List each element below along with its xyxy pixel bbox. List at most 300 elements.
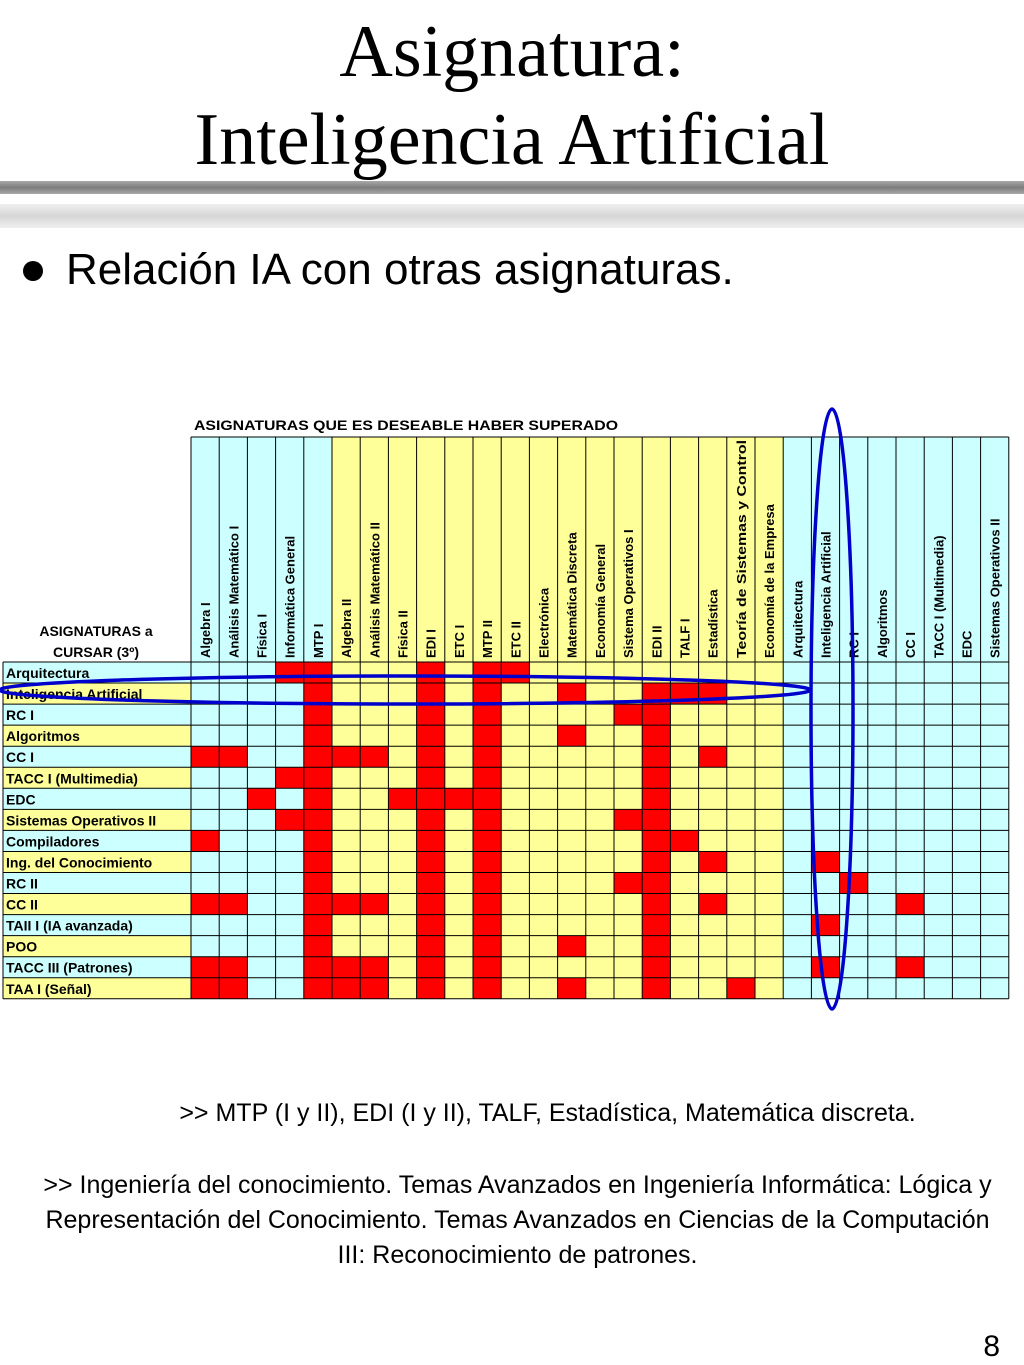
grid-cell <box>727 746 755 767</box>
grid-cell <box>276 936 304 957</box>
prerequisite-cell <box>417 725 445 746</box>
grid-cell <box>811 809 839 830</box>
grid-cell <box>332 725 360 746</box>
column-label: CC I <box>903 632 919 658</box>
grid-cell <box>360 915 388 936</box>
grid-cell <box>924 662 952 683</box>
grid-cell <box>727 851 755 872</box>
prerequisite-cell <box>304 894 332 915</box>
grid-cell <box>670 957 698 978</box>
grid-cell <box>783 788 811 809</box>
grid-cell <box>558 662 586 683</box>
grid-cell <box>896 725 924 746</box>
grid-cell <box>445 662 473 683</box>
grid-cell <box>529 978 557 999</box>
grid-cell <box>868 894 896 915</box>
grid-cell <box>332 662 360 683</box>
grid-cell <box>247 873 275 894</box>
grid-cell <box>219 873 247 894</box>
row-label: Compiladores <box>6 833 100 850</box>
prerequisite-cell <box>896 957 924 978</box>
grid-cell <box>445 809 473 830</box>
grid-cell <box>924 788 952 809</box>
grid-cell <box>755 894 783 915</box>
grid-cell <box>614 725 642 746</box>
grid-cell <box>670 936 698 957</box>
prerequisite-cell <box>388 788 416 809</box>
grid-cell <box>247 894 275 915</box>
grid-cell <box>501 957 529 978</box>
grid-cell <box>924 683 952 704</box>
column-label: Electrónica <box>536 587 552 658</box>
grid-cell <box>586 704 614 725</box>
grid-cell <box>727 873 755 894</box>
grid-cell <box>388 767 416 788</box>
grid-cell <box>360 683 388 704</box>
grid-cell <box>727 662 755 683</box>
grid-cell <box>811 662 839 683</box>
grid-cell <box>445 830 473 851</box>
grid-cell <box>727 830 755 851</box>
prerequisite-cell <box>417 915 445 936</box>
bullet-text: Relación IA con otras asignaturas. <box>66 245 734 294</box>
grid-cell <box>191 767 219 788</box>
grid-cell <box>952 683 980 704</box>
grid-cell <box>727 936 755 957</box>
prerequisite-cell <box>614 809 642 830</box>
grid-cell <box>952 915 980 936</box>
grid-cell <box>783 894 811 915</box>
column-label: Economía General <box>592 543 608 658</box>
grid-cell <box>868 788 896 809</box>
prerequisite-cell <box>473 851 501 872</box>
grid-cell <box>445 746 473 767</box>
grid-cell <box>981 788 1009 809</box>
prerequisite-cell <box>670 830 698 851</box>
grid-cell <box>445 978 473 999</box>
prerequisite-cell <box>473 830 501 851</box>
table-header-top: ASIGNATURAS QUE ES DESEABLE HABER SUPERADO <box>194 417 619 433</box>
grid-cell <box>586 873 614 894</box>
grid-cell <box>586 851 614 872</box>
grid-cell <box>924 894 952 915</box>
grid-cell <box>276 915 304 936</box>
grid-cell <box>247 704 275 725</box>
grid-cell <box>501 788 529 809</box>
grid-cell <box>952 704 980 725</box>
grid-cell <box>388 809 416 830</box>
grid-cell <box>247 915 275 936</box>
grid-cell <box>501 894 529 915</box>
grid-cell <box>896 830 924 851</box>
prerequisite-cell <box>304 809 332 830</box>
grid-cell <box>981 704 1009 725</box>
row-label: CC II <box>6 896 38 913</box>
grid-cell <box>501 936 529 957</box>
grid-cell <box>558 873 586 894</box>
grid-cell <box>191 809 219 830</box>
grid-cell <box>699 936 727 957</box>
grid-cell <box>247 725 275 746</box>
grid-cell <box>191 725 219 746</box>
grid-cell <box>868 683 896 704</box>
grid-cell <box>868 978 896 999</box>
grid-cell <box>247 746 275 767</box>
row-label: Ing. del Conocimiento <box>6 854 153 871</box>
grid-cell <box>586 936 614 957</box>
grid-cell <box>614 767 642 788</box>
prerequisite-cell <box>699 746 727 767</box>
grid-cell <box>614 915 642 936</box>
grid-cell <box>981 662 1009 683</box>
grid-cell <box>219 767 247 788</box>
grid-cell <box>332 851 360 872</box>
grid-cell <box>727 809 755 830</box>
grid-cell <box>586 830 614 851</box>
grid-cell <box>247 809 275 830</box>
grid-cell <box>529 725 557 746</box>
row-label: TAA I (Señal) <box>6 980 92 997</box>
grid-cell <box>755 873 783 894</box>
prerequisite-cell <box>642 851 670 872</box>
grid-cell <box>558 767 586 788</box>
row-label: Sistemas Operativos II <box>6 812 157 829</box>
grid-cell <box>755 957 783 978</box>
grid-cell <box>670 809 698 830</box>
grid-cell <box>388 957 416 978</box>
prerequisite-cell <box>191 894 219 915</box>
grid-cell <box>896 704 924 725</box>
grid-cell <box>614 746 642 767</box>
grid-cell <box>981 873 1009 894</box>
grid-cell <box>924 957 952 978</box>
grid-cell <box>868 851 896 872</box>
prerequisite-cell <box>304 957 332 978</box>
prerequisite-cell <box>191 978 219 999</box>
grid-cell <box>586 809 614 830</box>
prerequisite-cell <box>191 957 219 978</box>
grid-cell <box>191 704 219 725</box>
grid-cell <box>388 725 416 746</box>
prerequisite-cell <box>191 746 219 767</box>
grid-cell <box>586 662 614 683</box>
grid-cell <box>445 915 473 936</box>
prerequisite-cell <box>642 746 670 767</box>
title-divider-dark <box>0 181 1024 194</box>
grid-cell <box>981 936 1009 957</box>
grid-cell <box>247 957 275 978</box>
column-label: MTP II <box>480 619 496 658</box>
grid-cell <box>868 957 896 978</box>
prerequisite-cell <box>473 788 501 809</box>
prerequisite-cell <box>360 957 388 978</box>
column-header-band <box>417 437 445 662</box>
grid-cell <box>219 662 247 683</box>
grid-cell <box>924 873 952 894</box>
prerequisite-cell <box>642 788 670 809</box>
prerequisite-cell <box>473 873 501 894</box>
grid-cell <box>276 873 304 894</box>
grid-cell <box>755 725 783 746</box>
grid-cell <box>699 767 727 788</box>
prerequisite-cell <box>699 851 727 872</box>
prerequisite-cell <box>276 662 304 683</box>
grid-cell <box>501 767 529 788</box>
prerequisite-cell <box>840 873 868 894</box>
grid-cell <box>755 746 783 767</box>
prerequisite-cell <box>642 767 670 788</box>
grid-cell <box>924 978 952 999</box>
grid-cell <box>388 830 416 851</box>
prerequisite-cell <box>417 788 445 809</box>
grid-cell <box>840 894 868 915</box>
grid-cell <box>924 851 952 872</box>
prerequisite-cell <box>304 725 332 746</box>
grid-cell <box>614 894 642 915</box>
grid-cell <box>699 830 727 851</box>
grid-cell <box>952 830 980 851</box>
prerequisite-cell <box>417 936 445 957</box>
prerequisite-cell <box>473 809 501 830</box>
grid-cell <box>981 915 1009 936</box>
grid-cell <box>755 767 783 788</box>
note-direct-prerequisites: >> MTP (I y II), EDI (I y II), TALF, Estadística, Matemática discreta. <box>179 1099 916 1127</box>
grid-cell <box>191 873 219 894</box>
prerequisite-cell <box>304 767 332 788</box>
grid-cell <box>529 915 557 936</box>
grid-cell <box>445 767 473 788</box>
prerequisites-grid-svg <box>0 400 1024 1020</box>
prerequisite-cell <box>417 662 445 683</box>
grid-cell <box>360 936 388 957</box>
grid-cell <box>219 915 247 936</box>
bullet-dot-icon <box>23 261 43 281</box>
prerequisite-cell <box>642 936 670 957</box>
grid-cell <box>388 851 416 872</box>
grid-cell <box>755 704 783 725</box>
grid-cell <box>445 894 473 915</box>
grid-cell <box>755 809 783 830</box>
prerequisite-cell <box>417 957 445 978</box>
grid-cell <box>501 873 529 894</box>
row-label: TACC III (Patrones) <box>6 959 133 976</box>
column-label: EDI II <box>649 625 665 658</box>
prerequisite-cell <box>642 873 670 894</box>
grid-cell <box>388 936 416 957</box>
grid-cell <box>219 809 247 830</box>
grid-cell <box>699 978 727 999</box>
grid-cell <box>699 915 727 936</box>
grid-cell <box>614 936 642 957</box>
grid-cell <box>276 894 304 915</box>
grid-cell <box>783 957 811 978</box>
grid-cell <box>332 683 360 704</box>
grid-cell <box>614 830 642 851</box>
grid-cell <box>388 873 416 894</box>
prerequisite-cell <box>473 704 501 725</box>
grid-cell <box>670 788 698 809</box>
grid-cell <box>811 830 839 851</box>
grid-cell <box>501 704 529 725</box>
grid-cell <box>896 746 924 767</box>
grid-cell <box>614 978 642 999</box>
grid-cell <box>868 704 896 725</box>
grid-cell <box>191 851 219 872</box>
table-header-left-line2: CURSAR (3º) <box>52 644 140 660</box>
grid-cell <box>276 725 304 746</box>
grid-cell <box>952 767 980 788</box>
grid-cell <box>755 830 783 851</box>
prerequisite-cell <box>642 978 670 999</box>
prerequisite-cell <box>811 957 839 978</box>
prerequisite-cell <box>417 873 445 894</box>
grid-cell <box>586 894 614 915</box>
grid-cell <box>783 809 811 830</box>
grid-cell <box>811 683 839 704</box>
prerequisite-cell <box>304 851 332 872</box>
prerequisite-cell <box>417 704 445 725</box>
grid-cell <box>445 851 473 872</box>
grid-cell <box>896 873 924 894</box>
row-label: CC I <box>6 749 34 766</box>
column-label: Inteligencia Artificial <box>818 531 834 658</box>
grid-cell <box>191 936 219 957</box>
grid-cell <box>727 725 755 746</box>
grid-cell <box>360 704 388 725</box>
prerequisite-cell <box>304 936 332 957</box>
column-label: Análisis Matemático I <box>226 525 242 658</box>
grid-cell <box>247 830 275 851</box>
grid-cell <box>332 873 360 894</box>
grid-cell <box>924 704 952 725</box>
grid-cell <box>952 788 980 809</box>
prerequisite-cell <box>699 894 727 915</box>
prerequisite-cell <box>332 957 360 978</box>
row-label: RC II <box>6 875 38 892</box>
grid-cell <box>276 830 304 851</box>
grid-cell <box>727 788 755 809</box>
prerequisite-cell <box>360 746 388 767</box>
grid-cell <box>388 894 416 915</box>
grid-cell <box>558 788 586 809</box>
grid-cell <box>924 915 952 936</box>
grid-cell <box>981 725 1009 746</box>
prerequisite-cell <box>219 746 247 767</box>
grid-cell <box>529 746 557 767</box>
grid-cell <box>755 978 783 999</box>
prerequisite-cell <box>276 809 304 830</box>
grid-cell <box>981 767 1009 788</box>
grid-cell <box>699 957 727 978</box>
grid-cell <box>868 746 896 767</box>
grid-cell <box>529 809 557 830</box>
grid-cell <box>755 788 783 809</box>
grid-cell <box>529 851 557 872</box>
grid-cell <box>952 873 980 894</box>
grid-cell <box>670 873 698 894</box>
column-label: RC I <box>846 632 862 658</box>
prerequisite-cell <box>896 894 924 915</box>
grid-cell <box>952 894 980 915</box>
grid-cell <box>981 957 1009 978</box>
grid-cell <box>840 915 868 936</box>
grid-cell <box>529 894 557 915</box>
prerequisite-cell <box>558 978 586 999</box>
prerequisite-cell <box>304 830 332 851</box>
grid-cell <box>191 915 219 936</box>
grid-cell <box>896 851 924 872</box>
title-divider-light <box>0 204 1024 228</box>
grid-cell <box>445 957 473 978</box>
grid-cell <box>670 851 698 872</box>
column-label: Matemática Discreta <box>564 532 580 658</box>
grid-cell <box>755 662 783 683</box>
grid-cell <box>783 662 811 683</box>
grid-cell <box>727 683 755 704</box>
note-related-subjects: >> Ingeniería del conocimiento. Temas Avanzados en Ingeniería Informática: Lógica y Representación del Conocimiento. Temas Avanzados en Ciencias de la Computación III: Reconocimiento de patrones. <box>43 1171 992 1269</box>
grid-cell <box>360 851 388 872</box>
grid-cell <box>586 746 614 767</box>
grid-cell <box>699 725 727 746</box>
grid-cell <box>952 851 980 872</box>
grid-cell <box>924 725 952 746</box>
grid-cell <box>727 957 755 978</box>
grid-cell <box>783 851 811 872</box>
grid-cell <box>868 873 896 894</box>
grid-cell <box>840 851 868 872</box>
grid-cell <box>586 978 614 999</box>
prerequisite-cell <box>473 936 501 957</box>
grid-cell <box>558 915 586 936</box>
grid-cell <box>388 662 416 683</box>
grid-cell <box>558 704 586 725</box>
grid-cell <box>219 851 247 872</box>
column-label: Teoría de Sistemas y Control <box>733 479 749 658</box>
prerequisite-cell <box>642 894 670 915</box>
prerequisite-cell <box>276 767 304 788</box>
prerequisite-cell <box>332 746 360 767</box>
grid-cell <box>360 725 388 746</box>
grid-cell <box>924 746 952 767</box>
prerequisite-cell <box>642 957 670 978</box>
grid-cell <box>247 683 275 704</box>
grid-cell <box>699 809 727 830</box>
grid-cell <box>670 915 698 936</box>
grid-cell <box>924 809 952 830</box>
row-label: POO <box>6 938 38 955</box>
grid-cell <box>529 683 557 704</box>
prerequisite-cell <box>304 704 332 725</box>
grid-cell <box>191 788 219 809</box>
grid-cell <box>811 936 839 957</box>
grid-cell <box>868 767 896 788</box>
prerequisite-cell <box>332 894 360 915</box>
grid-cell <box>981 830 1009 851</box>
prerequisite-cell <box>642 704 670 725</box>
prerequisite-cell <box>417 851 445 872</box>
grid-cell <box>388 746 416 767</box>
grid-cell <box>840 809 868 830</box>
grid-cell <box>924 936 952 957</box>
grid-cell <box>614 851 642 872</box>
column-label: Algebra II <box>339 598 355 658</box>
grid-cell <box>501 809 529 830</box>
grid-cell <box>332 788 360 809</box>
prerequisite-cell <box>473 915 501 936</box>
grid-cell <box>529 830 557 851</box>
grid-cell <box>360 809 388 830</box>
grid-cell <box>811 725 839 746</box>
